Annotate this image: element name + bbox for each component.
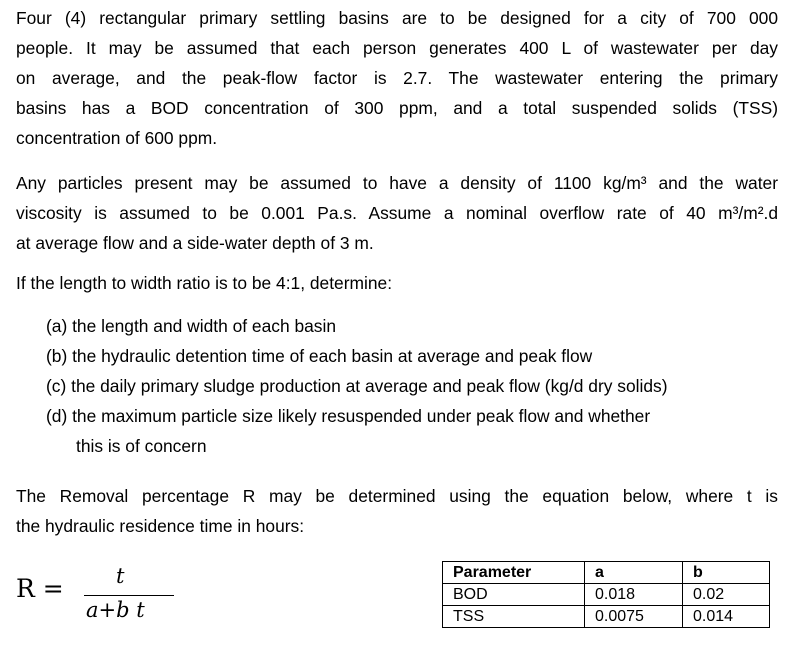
list-item: (b) the hydraulic detention time of each basin at average and peak flow [46, 346, 593, 366]
list-item-continuation: this is of concern [76, 436, 207, 456]
text-line: viscosity is assumed to be 0.001 Pa.s. Assume a nominal overflow rate of 40 m³/m².d [16, 203, 778, 223]
formula-lhs: R = [16, 574, 64, 603]
table-cell: 0.018 [585, 584, 683, 606]
paragraph-particle-properties [16, 168, 778, 258]
table-header: b [683, 562, 770, 584]
list-item: (a) the length and width of each basin [46, 316, 337, 336]
fraction-bar [84, 595, 174, 596]
text-line: the hydraulic residence time in hours: [16, 516, 305, 536]
table-row [443, 584, 770, 606]
list-item: (d) the maximum particle size likely resuspended under peak flow and whether [46, 406, 651, 426]
table-cell: 0.02 [683, 584, 770, 606]
parameter-table [442, 561, 770, 628]
table-cell: 0.014 [683, 606, 770, 628]
list-item: (c) the daily primary sludge production at average and peak flow (kg/d dry solids) [46, 376, 668, 396]
table-cell: BOD [443, 584, 585, 606]
table-row [443, 606, 770, 628]
text-line: basins has a BOD concentration of 300 ppm, and a total suspended solids (TSS) [16, 98, 778, 118]
paragraph-basin-design [16, 3, 778, 153]
paragraph-determine [16, 268, 778, 298]
removal-formula [16, 560, 186, 630]
table-header: Parameter [443, 562, 585, 584]
table-header: a [585, 562, 683, 584]
table-header-row [443, 562, 770, 584]
text-line: concentration of 600 ppm. [16, 128, 218, 148]
text-line: on average, and the peak-flow factor is 2.7. The wastewater entering the primary [16, 68, 778, 88]
text-line: at average flow and a side-water depth of 3 m. [16, 233, 374, 253]
text-line: people. It may be assumed that each person generates 400 L of wastewater per day [16, 38, 778, 58]
text-line: If the length to width ratio is to be 4:1, determine: [16, 273, 393, 293]
paragraph-removal-equation [16, 481, 778, 541]
task-list [46, 311, 668, 461]
formula-numerator: t [116, 564, 125, 588]
text-line: Any particles present may be assumed to have a density of 1100 kg/m³ and the water [16, 173, 778, 193]
formula-denominator: a+b t [86, 598, 145, 622]
text-line: The Removal percentage R may be determined using the equation below, where t is [16, 486, 778, 506]
table-cell: TSS [443, 606, 585, 628]
table-cell: 0.0075 [585, 606, 683, 628]
text-line: Four (4) rectangular primary settling basins are to be designed for a city of 700 000 [16, 8, 778, 28]
